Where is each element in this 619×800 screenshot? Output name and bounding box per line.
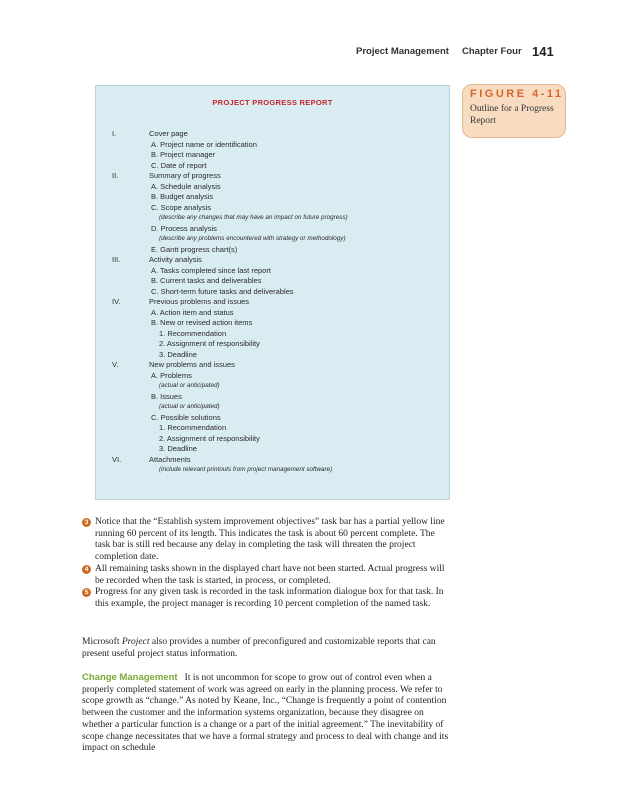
outline-text: A. Tasks completed since last report [151, 265, 271, 275]
outline-line [96, 318, 449, 329]
outline-line [96, 129, 449, 140]
outline-text: A. Project name or identification [151, 139, 257, 149]
outline-line [96, 297, 449, 308]
outline-line [96, 350, 449, 361]
outline-text: Cover page [149, 129, 188, 138]
outline-text: D. Process analysis [151, 223, 217, 233]
outline-text: Activity analysis [149, 255, 202, 264]
outline-text: B. Issues [151, 391, 182, 401]
outline-text: (describe any problems encountered with strategy or methodology) [159, 235, 346, 242]
outline-text: New problems and issues [149, 360, 235, 369]
outline-text: A. Problems [151, 370, 192, 380]
outline-line [96, 329, 449, 340]
paragraph-body: It is not uncommon for scope to grow out of control even when a properly completed statement of work was agreed on early in the planning process. We refer to scope growth as “change.” As noted by Keane, Inc., “Change is frequently a point of contention between the customer and the information systems organization, because they disagree on whether a particular function is a change or a part of the initial agreement.” The inevitability of scope change necessitates that we have a formal strategy and process to deal with change and its impact on schedule [82, 673, 449, 754]
outline-line [96, 171, 449, 182]
outline-text: Previous problems and issues [149, 297, 250, 306]
numbered-item-text: All remaining tasks shown in the displayed chart have not been started. Actual progress will be recorded when the task is started, in process, or completed. [95, 563, 445, 586]
outline-line [96, 444, 449, 455]
numbered-marker-icon: 3 [82, 518, 91, 527]
figure-callout [462, 84, 566, 138]
outline-line [96, 192, 449, 203]
outline-roman-numeral: VI. [112, 454, 122, 464]
outline-text: 3. Deadline [159, 349, 197, 359]
outline-text: C. Scope analysis [151, 202, 212, 212]
outline-roman-numeral: II. [112, 171, 119, 180]
outline-line [96, 234, 449, 245]
header-section-title: Project Management [356, 46, 449, 57]
outline-text: A. Schedule analysis [151, 181, 221, 191]
outline-line [96, 465, 449, 476]
outline-roman-numeral: I. [112, 129, 117, 138]
outline-line [96, 402, 449, 413]
outline-line [96, 423, 449, 434]
paragraph-rest: also provides a number of preconfigured and customizable reports that can present useful project status information. [82, 637, 436, 659]
outline-line [96, 276, 449, 287]
numbered-marker-icon: 4 [82, 565, 91, 574]
outline-line [96, 224, 449, 235]
outline-text: B. Project manager [151, 150, 216, 159]
numbered-item-text: Notice that the “Establish system improvement objectives” task bar has a partial yellow line running 60 percent of its length. This indicates the task is about 60 percent complete. The task bar is still red because any delay in completing the task will threaten the project completion date. [95, 517, 445, 563]
figure-caption: Outline for a Progress Report [470, 104, 554, 126]
progress-report-figure [95, 85, 450, 500]
outline-text: (describe any changes that may have an impact on future progress) [159, 214, 348, 221]
outline-roman-numeral: IV. [112, 297, 121, 306]
paragraph-project-reports [82, 637, 452, 660]
numbered-item [82, 587, 452, 610]
outline-line [96, 287, 449, 298]
outline-line [96, 371, 449, 382]
numbered-marker-icon: 5 [82, 588, 91, 597]
outline-text: (include relevant printouts from project management software) [159, 466, 333, 473]
outline-text: 1. Recommendation [159, 423, 227, 432]
numbered-item [82, 517, 452, 564]
header-chapter: Chapter Four [462, 46, 522, 57]
outline-line [96, 161, 449, 172]
outline-line [96, 381, 449, 392]
outline-line [96, 455, 449, 466]
report-title: PROJECT PROGRESS REPORT [212, 98, 333, 107]
outline-line [96, 140, 449, 151]
outline-line [96, 434, 449, 445]
outline-text: A. Action item and status [151, 307, 234, 317]
outline-text: B. New or revised action items [151, 318, 253, 327]
outline-text: C. Short-term future tasks and deliverables [151, 286, 294, 296]
outline-line [96, 182, 449, 193]
outline-text: 2. Assignment of responsibility [159, 433, 260, 443]
outline-text: Summary of progress [149, 171, 221, 180]
outline-text: B. Current tasks and deliverables [151, 276, 262, 285]
outline-line [96, 266, 449, 277]
outline-line [96, 213, 449, 224]
outline-roman-numeral: III. [112, 255, 121, 264]
run-in-heading: Change Management [82, 672, 178, 683]
page-number: 141 [532, 44, 554, 59]
running-header [0, 44, 619, 60]
numbered-item [82, 564, 452, 587]
outline-line [96, 392, 449, 403]
numbered-list [82, 517, 452, 611]
outline-roman-numeral: V. [112, 360, 119, 369]
outline-text: B. Budget analysis [151, 192, 214, 201]
outline-line [96, 245, 449, 256]
report-outline [96, 129, 449, 476]
outline-text: 1. Recommendation [159, 328, 227, 338]
paragraph-change-management [82, 672, 452, 755]
numbered-item-text: Progress for any given task is recorded in the task information dialogue box for that task. In this example, the project manager is recording 10 percent completion of the named task. [95, 587, 444, 609]
figure-label: FIGURE 4-11 [470, 88, 564, 100]
outline-line [96, 339, 449, 350]
outline-text: E. Gantt progress chart(s) [151, 244, 238, 254]
paragraph-lead: Microsoft [82, 637, 122, 647]
outline-line [96, 360, 449, 371]
paragraph-italic: Project [121, 637, 150, 647]
outline-line [96, 255, 449, 266]
outline-text: (actual or anticipated) [159, 382, 220, 389]
outline-line [96, 413, 449, 424]
outline-text: Attachments [149, 454, 191, 464]
outline-line [96, 308, 449, 319]
outline-text: 3. Deadline [159, 444, 197, 453]
outline-text: (actual or anticipated) [159, 403, 220, 410]
outline-text: C. Date of report [151, 160, 207, 170]
outline-line [96, 150, 449, 161]
outline-line [96, 203, 449, 214]
outline-text: 2. Assignment of responsibility [159, 339, 260, 348]
outline-text: C. Possible solutions [151, 412, 221, 422]
